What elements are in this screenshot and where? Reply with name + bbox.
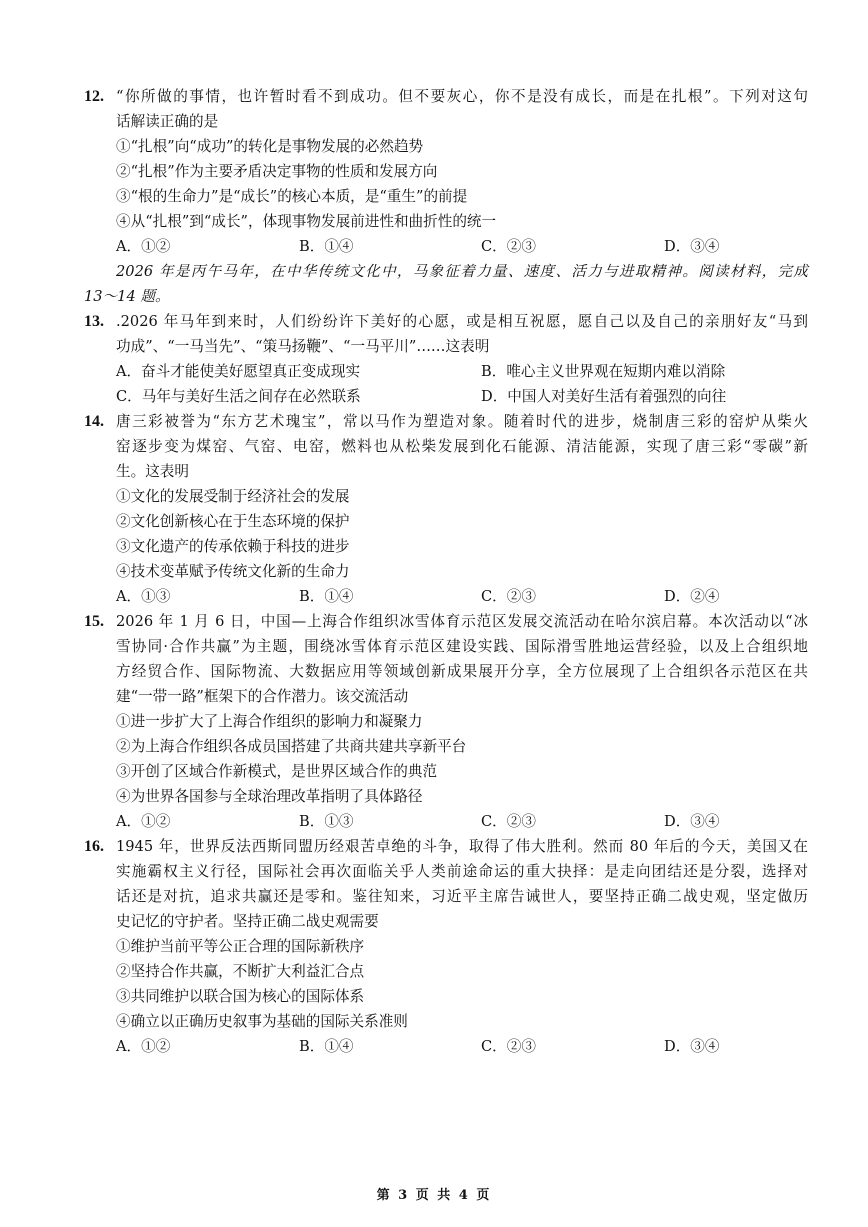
statement: ②文化创新核心在于生态环境的保护 (116, 513, 350, 530)
statement: ④技术变革赋予传统文化新的生命力 (116, 563, 350, 580)
option-b: B．①④ (299, 238, 354, 255)
question-stem-line: 功成”、“一马当先”、“策马扬鞭”、“一马平川”……这表明 (116, 338, 490, 355)
question-stem-line: 方经贸合作、国际物流、大数据应用等领域创新成果展开分享，全方位展现了上合组织各示范区在共 (116, 663, 808, 680)
question-number: 16. (84, 838, 104, 855)
statement: ①进一步扩大了上海合作组织的影响力和凝聚力 (116, 713, 423, 730)
option-a: A．①② (116, 1038, 171, 1055)
option-a: A．①② (116, 238, 171, 255)
statement: ②坚持合作共赢，不断扩大利益汇合点 (116, 963, 365, 980)
option-d: D．②④ (664, 588, 720, 605)
statement: ④为世界各国参与全球治理改革指明了具体路径 (116, 788, 423, 805)
option-d: D．③④ (664, 238, 720, 255)
option-b: B．唯心主义世界观在短期内难以消除 (481, 363, 726, 380)
question-number: 14. (84, 413, 104, 430)
option-d: D．③④ (664, 813, 720, 830)
option-c: C．②③ (481, 588, 536, 605)
question-stem-line: 话还是对抗，追求共赢还是零和。鉴往知来，习近平主席告诫世人，要坚持正确二战史观，坚定做历 (116, 888, 808, 905)
statement: ②为上海合作组织各成员国搭建了共商共建共享新平台 (116, 738, 467, 755)
statement: ③共同维护以联合国为核心的国际体系 (116, 988, 365, 1005)
question-stem-line: 唐三彩被誉为“东方艺术瑰宝”，常以马作为塑造对象。随着时代的进步，烧制唐三彩的窑炉从柴火 (116, 413, 808, 430)
question-stem-line: 史记忆的守护者。坚持正确二战史观需要 (116, 913, 379, 930)
option-a: A．①③ (116, 588, 171, 605)
option-d: D．③④ (664, 1038, 720, 1055)
statement: ①“扎根”向“成功”的转化是事物发展的必然趋势 (116, 138, 424, 155)
option-c: C．②③ (481, 238, 536, 255)
statement: ③“根的生命力”是“成长”的核心本质，是“重生”的前提 (116, 188, 468, 205)
question-stem-line: 生。这表明 (116, 463, 189, 480)
question-stem-line: 话解读正确的是 (116, 113, 219, 130)
option-b: B．①③ (299, 813, 354, 830)
statement: ②“扎根”作为主要矛盾决定事物的性质和发展方向 (116, 163, 438, 180)
statement: ④从“扎根”到“成长”，体现事物发展前进性和曲折性的统一 (116, 213, 497, 230)
intro-line: 13～14 题。 (84, 288, 170, 305)
page-footer: 第 3 页 共 4 页 (376, 1188, 492, 1203)
question-number: 13. (84, 313, 104, 330)
question-stem-line: .2026 年马年到来时，人们纷纷许下美好的心愿，或是相互祝愿，愿自己以及自己的亲朋好友“马到 (116, 313, 808, 330)
question-stem-line: 实施霸权主义行径，国际社会再次面临关乎人类前途命运的重大抉择：是走向团结还是分裂，选择对 (116, 863, 808, 880)
question-number: 12. (84, 88, 104, 105)
intro-line: 2026 年是丙午马年，在中华传统文化中，马象征着力量、速度、活力与进取精神。阅读材料，完成 (116, 263, 808, 280)
question-stem-line: 建“一带一路”框架下的合作潜力。该交流活动 (116, 688, 409, 705)
statement: ①文化的发展受制于经济社会的发展 (116, 488, 350, 505)
option-a: A．奋斗才能使美好愿望真正变成现实 (116, 363, 361, 380)
option-c: C．②③ (481, 1038, 536, 1055)
option-c: C．马年与美好生活之间存在必然联系 (116, 388, 361, 405)
question-stem-line: “你所做的事情，也许暂时看不到成功。但不要灰心，你不是没有成长，而是在扎根”。下列对这句 (116, 88, 808, 105)
question-stem-line: 2026 年 1 月 6 日，中国—上海合作组织冰雪体育示范区发展交流活动在哈尔滨启幕。本次活动以“冰 (116, 613, 808, 630)
statement: ①维护当前平等公正合理的国际新秩序 (116, 938, 365, 955)
question-stem-line: 1945 年，世界反法西斯同盟历经艰苦卓绝的斗争，取得了伟大胜利。然而 80 年后的今天，美国又在 (116, 838, 808, 855)
option-b: B．①④ (299, 588, 354, 605)
option-a: A．①② (116, 813, 171, 830)
question-stem-line: 窑逐步变为煤窑、气窑、电窑，燃料也从松柴发展到化石能源、清洁能源，实现了唐三彩“零碳”新 (116, 438, 808, 455)
question-number: 15. (84, 613, 104, 630)
option-c: C．②③ (481, 813, 536, 830)
question-stem-line: 雪协同·合作共赢”为主题，围绕冰雪体育示范区建设实践、国际滑雪胜地运营经验，以及上合组织地 (116, 638, 808, 655)
statement: ③文化遗产的传承依赖于科技的进步 (116, 538, 350, 555)
statement: ③开创了区域合作新模式，是世界区域合作的典范 (116, 763, 438, 780)
option-b: B．①④ (299, 1038, 354, 1055)
option-d: D．中国人对美好生活有着强烈的向往 (481, 388, 727, 405)
statement: ④确立以正确历史叙事为基础的国际关系准则 (116, 1013, 408, 1030)
